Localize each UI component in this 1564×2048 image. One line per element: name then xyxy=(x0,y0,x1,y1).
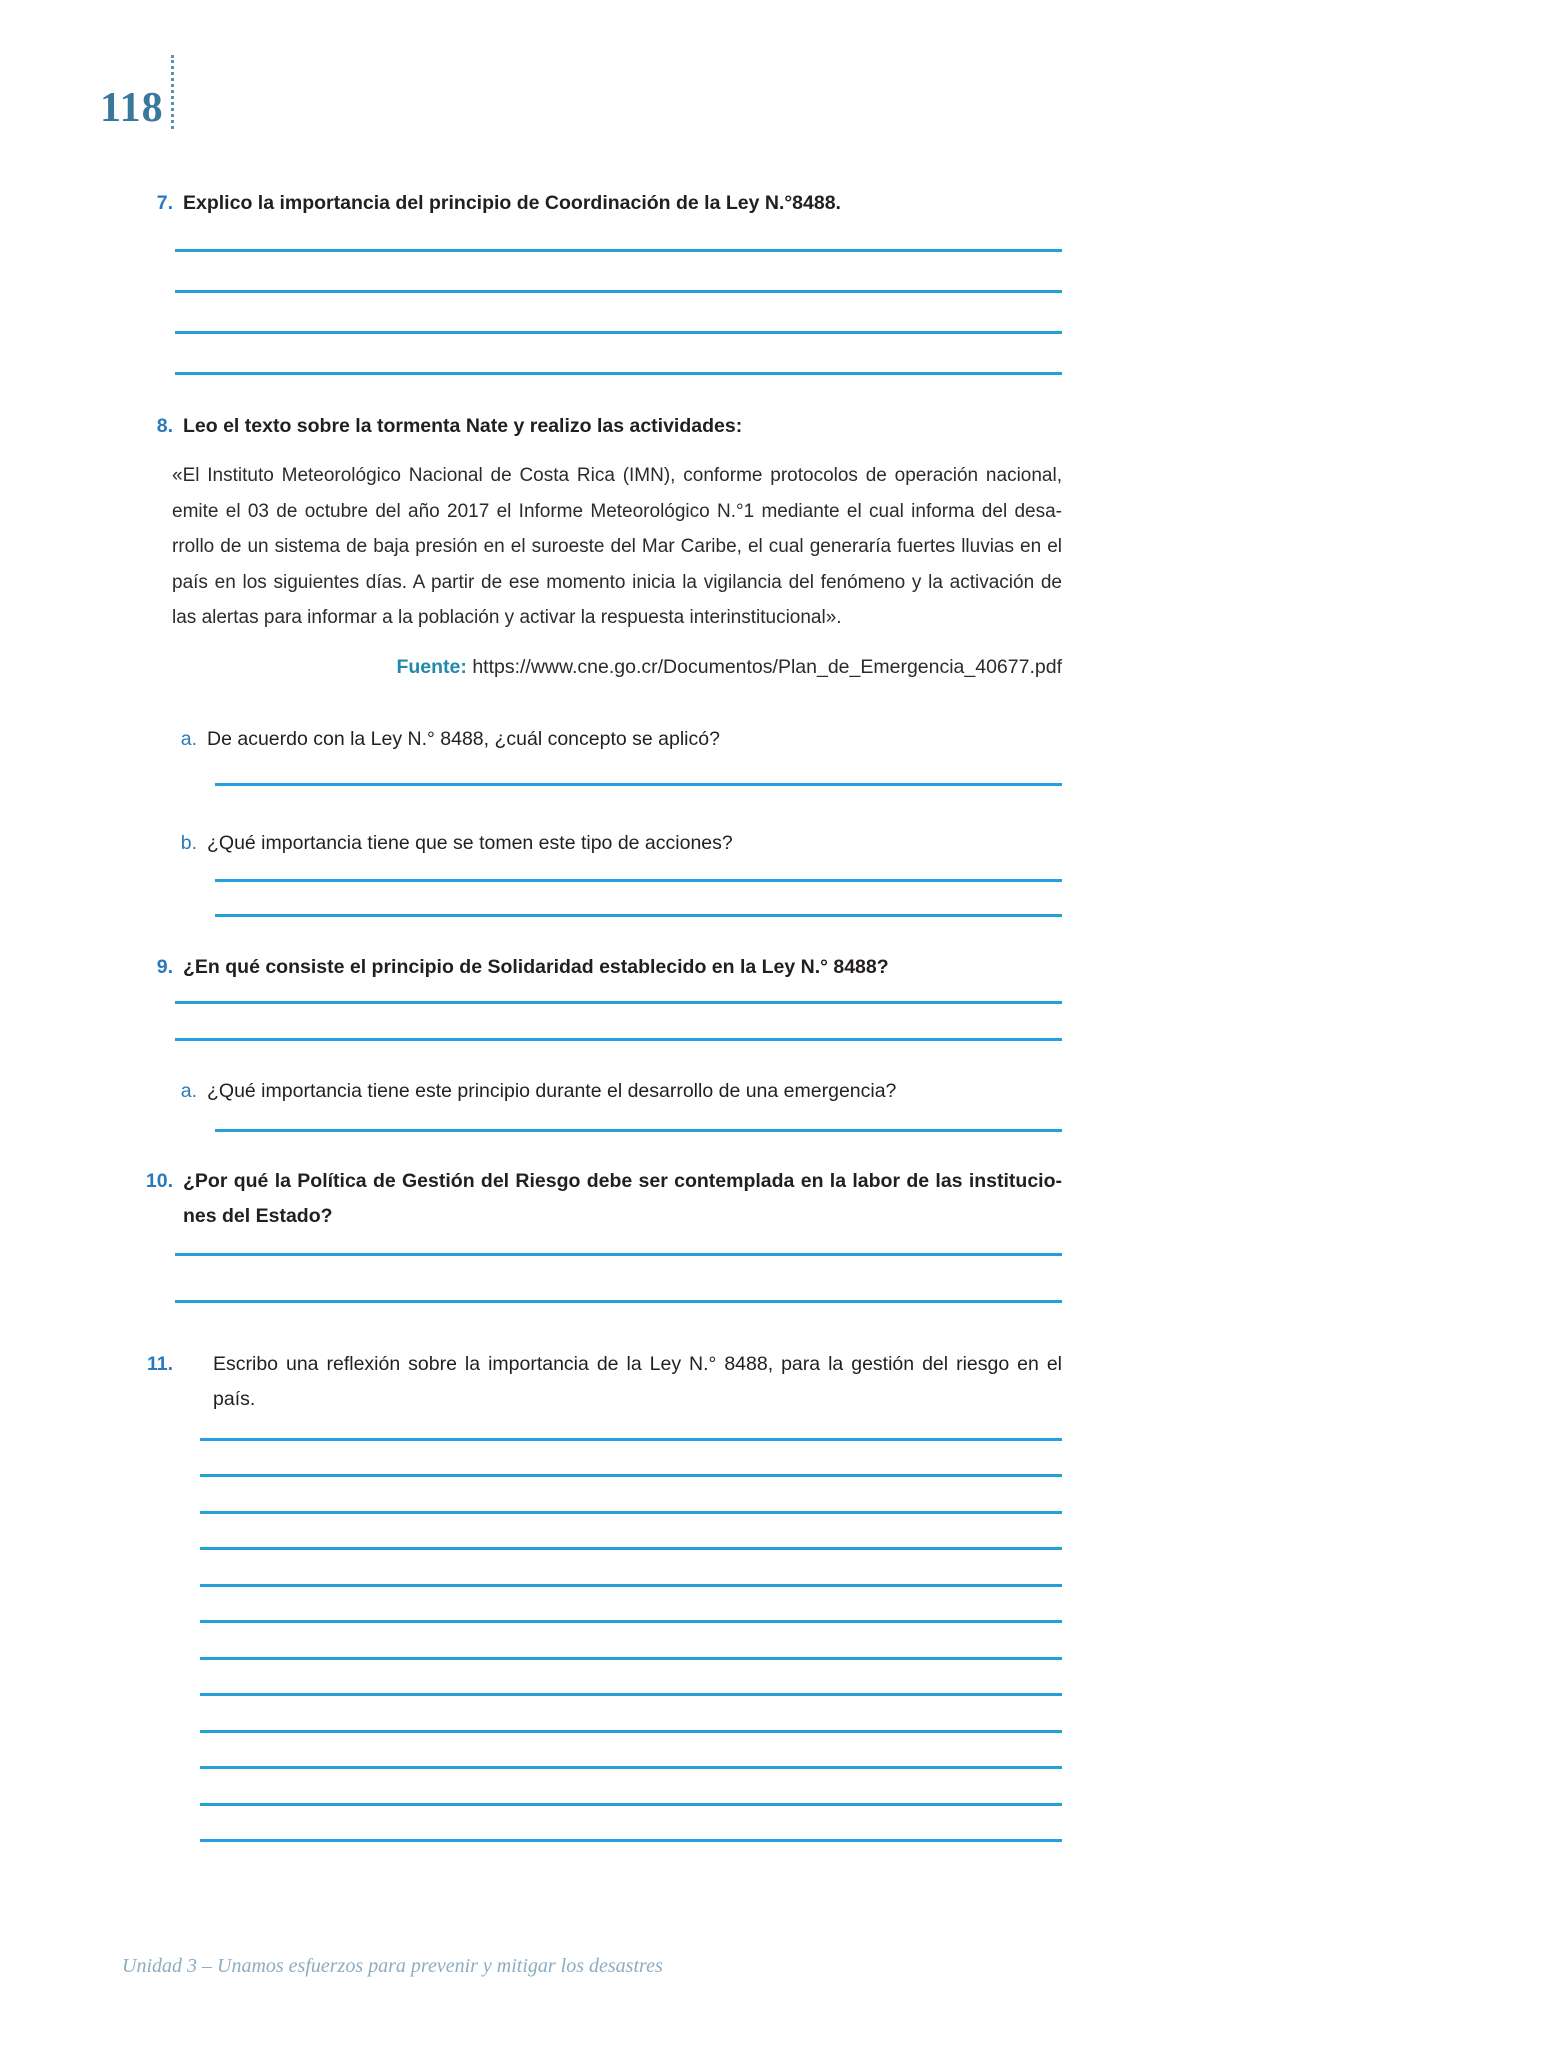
answer-line xyxy=(200,1441,1062,1478)
question-7-text: Explico la importancia del principio de Coordinación de la Ley N.°8488. xyxy=(183,192,841,214)
question-8a-answer-lines xyxy=(215,752,1062,786)
question-9 xyxy=(140,954,1062,980)
answer-line xyxy=(215,1104,1062,1132)
answer-line xyxy=(175,216,1062,252)
dotted-divider-icon xyxy=(171,55,174,129)
answer-line xyxy=(200,1733,1062,1770)
question-8a-letter: a. xyxy=(180,727,197,750)
answer-line xyxy=(200,1587,1062,1624)
question-11 xyxy=(140,1347,1062,1417)
answer-line xyxy=(175,1234,1062,1256)
answer-line xyxy=(175,252,1062,293)
page-number: 118 xyxy=(100,85,164,131)
question-8-heading: Leo el texto sobre la tormenta Nate y realizo las actividades: xyxy=(183,415,743,437)
answer-line xyxy=(200,1623,1062,1660)
question-8a-text: De acuerdo con la Ley N.° 8488, ¿cuál concepto se aplicó? xyxy=(207,727,720,750)
question-11-answer-lines xyxy=(200,1417,1062,1843)
question-9-text: ¿En qué consiste el principio de Solidaridad establecido en la Ley N.° 8488? xyxy=(183,955,889,978)
question-9-answer-lines xyxy=(175,980,1062,1041)
answer-line xyxy=(175,980,1062,1004)
worksheet-content xyxy=(140,190,1062,1842)
question-9a-text: ¿Qué importancia tiene este principio durante el desarrollo de una emergencia? xyxy=(207,1079,897,1102)
question-10 xyxy=(140,1164,1062,1234)
question-7 xyxy=(140,190,1062,216)
source-label: Fuente: xyxy=(396,655,467,678)
answer-line xyxy=(215,752,1062,786)
unit-footer: Unidad 3 – Unamos esfuerzos para prevenir y mitigar los desastres xyxy=(122,1955,663,1977)
answer-line xyxy=(175,1004,1062,1041)
question-8b-text: ¿Qué importancia tiene que se tomen este tipo de acciones? xyxy=(207,831,733,854)
question-9a-letter: a. xyxy=(180,1079,197,1102)
question-8a xyxy=(172,726,1062,752)
question-8b xyxy=(172,830,1062,856)
answer-line xyxy=(200,1417,1062,1441)
question-9a-answer-lines xyxy=(215,1104,1062,1132)
question-8 xyxy=(140,413,1062,439)
question-9-number: 9. xyxy=(156,955,173,978)
question-8b-answer-lines xyxy=(215,856,1062,917)
question-10-text: ¿Por qué la Política de Gestión del Riesgo debe ser contemplada en la labor de las instituciones del Estado? xyxy=(183,1169,1062,1227)
answer-line xyxy=(215,856,1062,882)
question-7-number: 7. xyxy=(156,192,173,214)
answer-line xyxy=(200,1696,1062,1733)
answer-line xyxy=(200,1806,1062,1843)
question-8b-letter: b. xyxy=(180,831,197,854)
question-10-answer-lines xyxy=(175,1234,1062,1303)
question-8-number: 8. xyxy=(156,415,173,437)
answer-line xyxy=(200,1550,1062,1587)
source-url: https://www.cne.go.cr/Documentos/Plan_de_Emergencia_40677.pdf xyxy=(472,655,1062,678)
answer-line xyxy=(200,1660,1062,1697)
question-11-text: Escribo una reflexión sobre la importancia de la Ley N.° 8488, para la gestión del riesgo en el país. xyxy=(213,1352,1062,1410)
question-10-number: 10. xyxy=(145,1169,173,1192)
answer-line xyxy=(200,1477,1062,1514)
answer-line xyxy=(215,882,1062,917)
source-line xyxy=(172,654,1062,680)
question-7-answer-lines xyxy=(175,216,1062,375)
answer-line xyxy=(175,293,1062,334)
question-9a xyxy=(172,1078,1062,1104)
answer-line xyxy=(175,1256,1062,1303)
answer-line xyxy=(200,1514,1062,1551)
question-11-number: 11. xyxy=(146,1352,173,1375)
page-header xyxy=(100,55,174,129)
reading-passage: «El Instituto Meteorológico Nacional de Costa Rica (IMN), conforme protocolos de operación nacional, emite el 03 de octubre del año 2017 el Informe Meteorológico N.°1 mediante el cual informa del desarrollo de un sistema de baja presión en el suroeste del Mar Caribe, el cual generaría fuertes lluvias en el país en los siguientes días. A partir de ese momento inicia la vigilancia del fenómeno y la activación de las alertas para informar a la población y activar la respuesta interinstitucional». xyxy=(172,465,1062,628)
answer-line xyxy=(175,334,1062,375)
answer-line xyxy=(200,1769,1062,1806)
